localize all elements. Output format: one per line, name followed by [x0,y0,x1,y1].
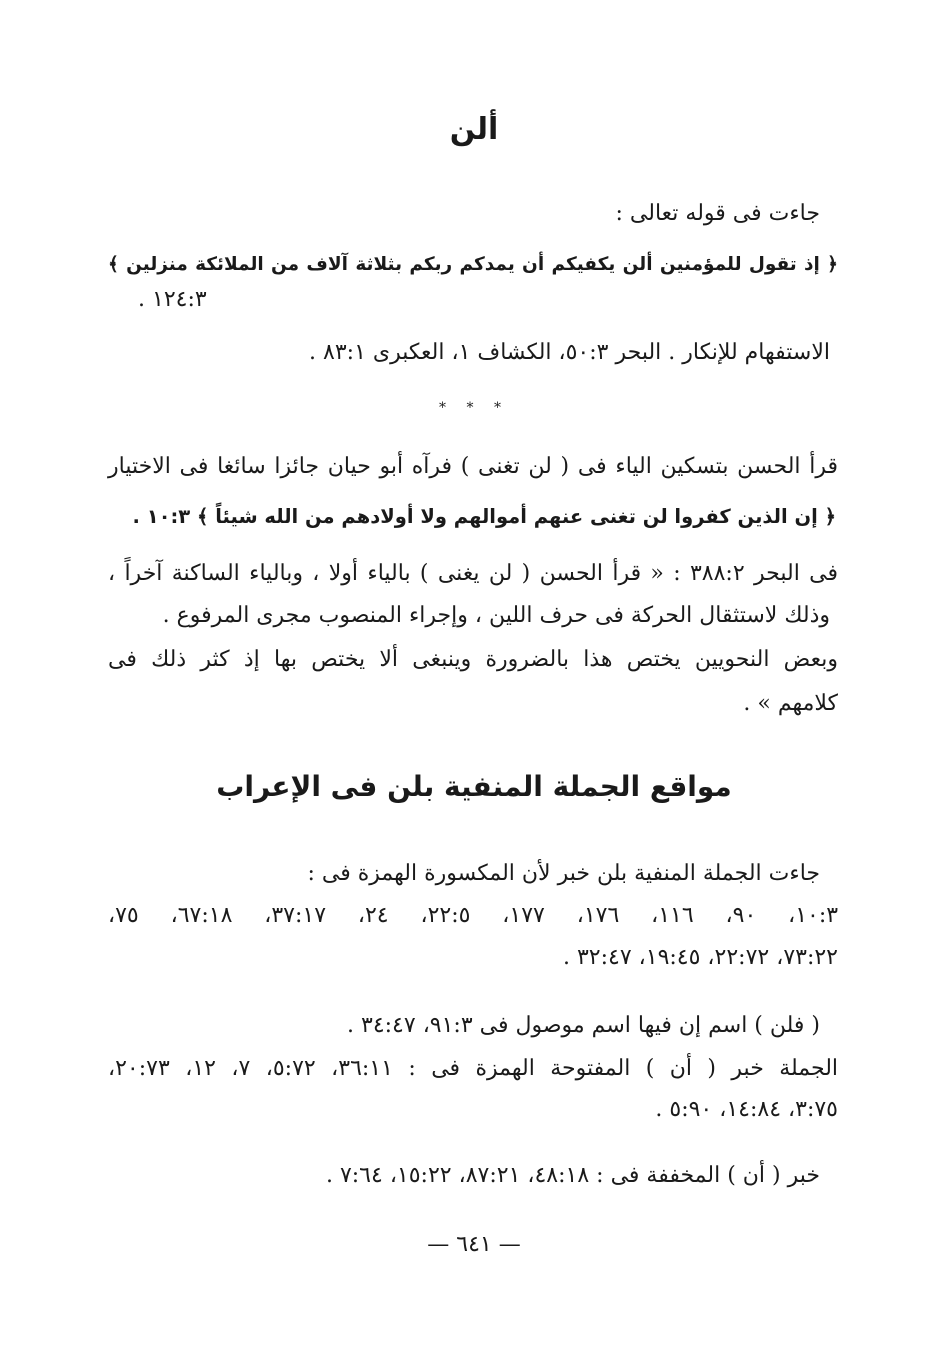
section3-intro: جاءت الجملة المنفية بلن خبر لأن المكسورة الهمزة فى : [307,861,820,886]
section3-refs-line1: ١٠:٣، ٩٠، ١١٦، ١٧٦، ١٧٧، ٢٢:٥، ٢٤، ٣٧:١٧، ٦٧:١٨، ٧٥، [108,903,839,928]
section1-note: الاستفهام للإنكار . البحر ٥٠:٣، الكشاف ١، العكبرى ٨٣:١ . [309,340,830,365]
section2-quote-line3: وبعض النحويين يختص هذا بالضرورة وينبغى ألا يختص بها إذ كثر ذلك فى [108,647,838,672]
section1-intro: جاءت فى قوله تعالى : [615,201,820,226]
section2-verse: ﴿ إن الذين كفروا لن تغنى عنهم أموالهم ولا أولادهم من الله شيئاً ﴾ ١٠:٣ . [132,505,836,528]
section-divider: * * * [439,400,509,416]
section3-paragraph2: ( فلن ) اسم إن فيها اسم موصول فى ٩١:٣، ٣٤:٤٧ . [347,1013,820,1038]
page-number: — ٦٤١ — [427,1232,521,1257]
page-title: ألن [449,112,499,147]
section2-quote-line4: كلامهم » . [743,691,838,716]
section3-paragraph3-line1: الجملة خبر ( أن ) المفتوحة الهمزة فى : ٣٦:١١، ٥:٧٢، ٧، ١٢، ٢٠:٧٣، [108,1056,839,1081]
section2-line1: قرأ الحسن بتسكين الياء فى ( لن تغنى ) فرآه أبو حيان جائزا سائغا فى الاختيار [108,454,838,479]
section-heading: مواقع الجملة المنفية بلن فى الإعراب [216,770,732,803]
section2-quote-line1: فى البحر ٣٨٨:٢ : « قرأ الحسن ( لن يغنى ) بالياء أولا ، وبالياء الساكنة آخراً ، [108,561,838,586]
section1-verse-ref: ١٢٤:٣ . [138,287,207,312]
section3-refs-line2: ٧٣:٢٢، ٢٢:٧٢، ١٩:٤٥، ٣٢:٤٧ . [562,945,838,970]
section3-paragraph4: خبر ( أن ) المخففة فى : ٤٨:١٨، ٨٧:٢١، ١٥:٢٢، ٧:٦٤ . [325,1163,820,1188]
section2-quote-line2: وذلك لاستثقال الحركة فى حرف اللين ، وإجراء المنصوب مجرى المرفوع . [162,603,830,628]
section1-verse: ﴿ إذ تقول للمؤمنين ألن يكفيكم أن يمدكم ربكم بثلاثة آلاف من الملائكة منزلين ﴾ [108,254,838,275]
section3-paragraph3-line2: ٣:٧٥، ١٤:٨٤، ٥:٩٠ . [655,1097,838,1122]
